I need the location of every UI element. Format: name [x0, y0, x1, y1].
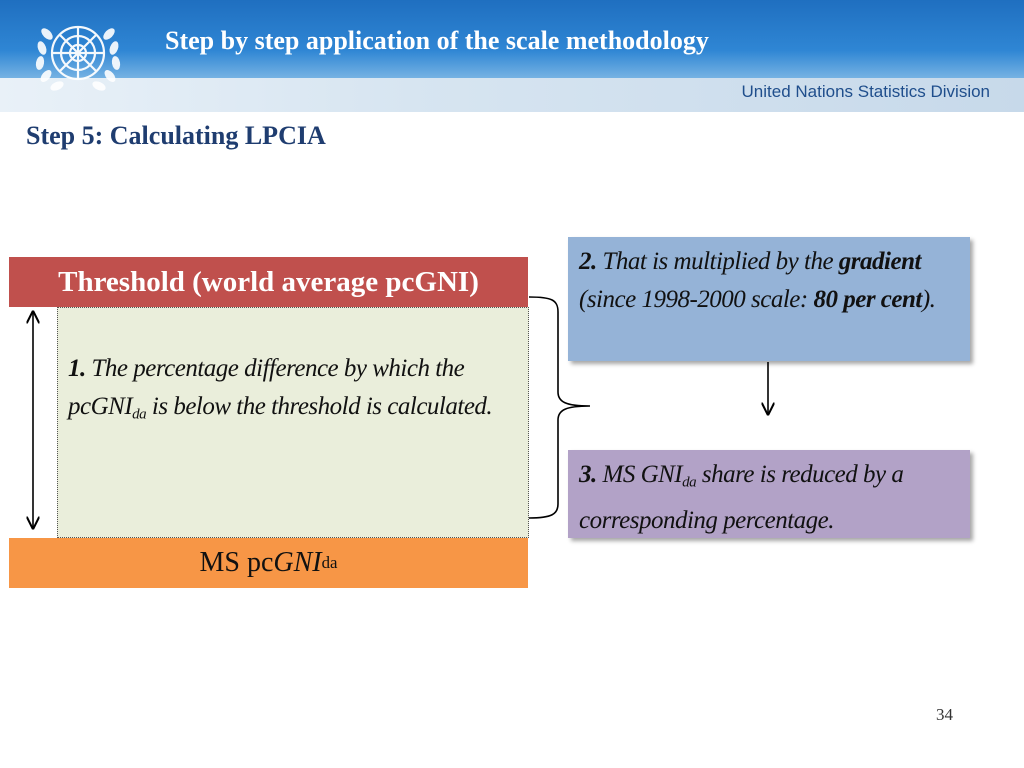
- step-title: Step 5: Calculating LPCIA: [26, 121, 326, 150]
- ms-italic: GNI: [273, 547, 322, 578]
- division-label: United Nations Statistics Division: [741, 82, 990, 101]
- step1-text-a: The percentage difference by which the pcGNI: [68, 355, 465, 420]
- step2-number: 2.: [579, 248, 597, 275]
- step3-text-b: share is reduced by a corresponding percentage.: [579, 461, 904, 534]
- page-number: 34: [936, 705, 953, 724]
- step2-text-c: ).: [921, 286, 936, 313]
- ms-sub: da: [321, 553, 338, 572]
- right-brace: [529, 297, 590, 518]
- ms-prefix: MS pc: [199, 547, 274, 578]
- threshold-label: Threshold (world average pcGNI): [58, 265, 479, 298]
- step2-text-b: (since 1998-2000 scale:: [579, 286, 814, 313]
- step2-bold-percent: 80 per cent: [813, 286, 922, 313]
- step2-text-a: That is multiplied by the: [596, 248, 839, 275]
- step2-bold-gradient: gradient: [838, 248, 921, 275]
- step3-number: 3.: [579, 461, 597, 488]
- header-title: Step by step application of the scale methodology: [165, 26, 709, 55]
- step3-sub: da: [682, 474, 697, 491]
- step1-text-b: is below the threshold is calculated.: [146, 393, 493, 420]
- step3-text-a: MS GNI: [596, 461, 683, 488]
- step1-number: 1.: [68, 355, 86, 382]
- step1-sub: da: [132, 406, 147, 423]
